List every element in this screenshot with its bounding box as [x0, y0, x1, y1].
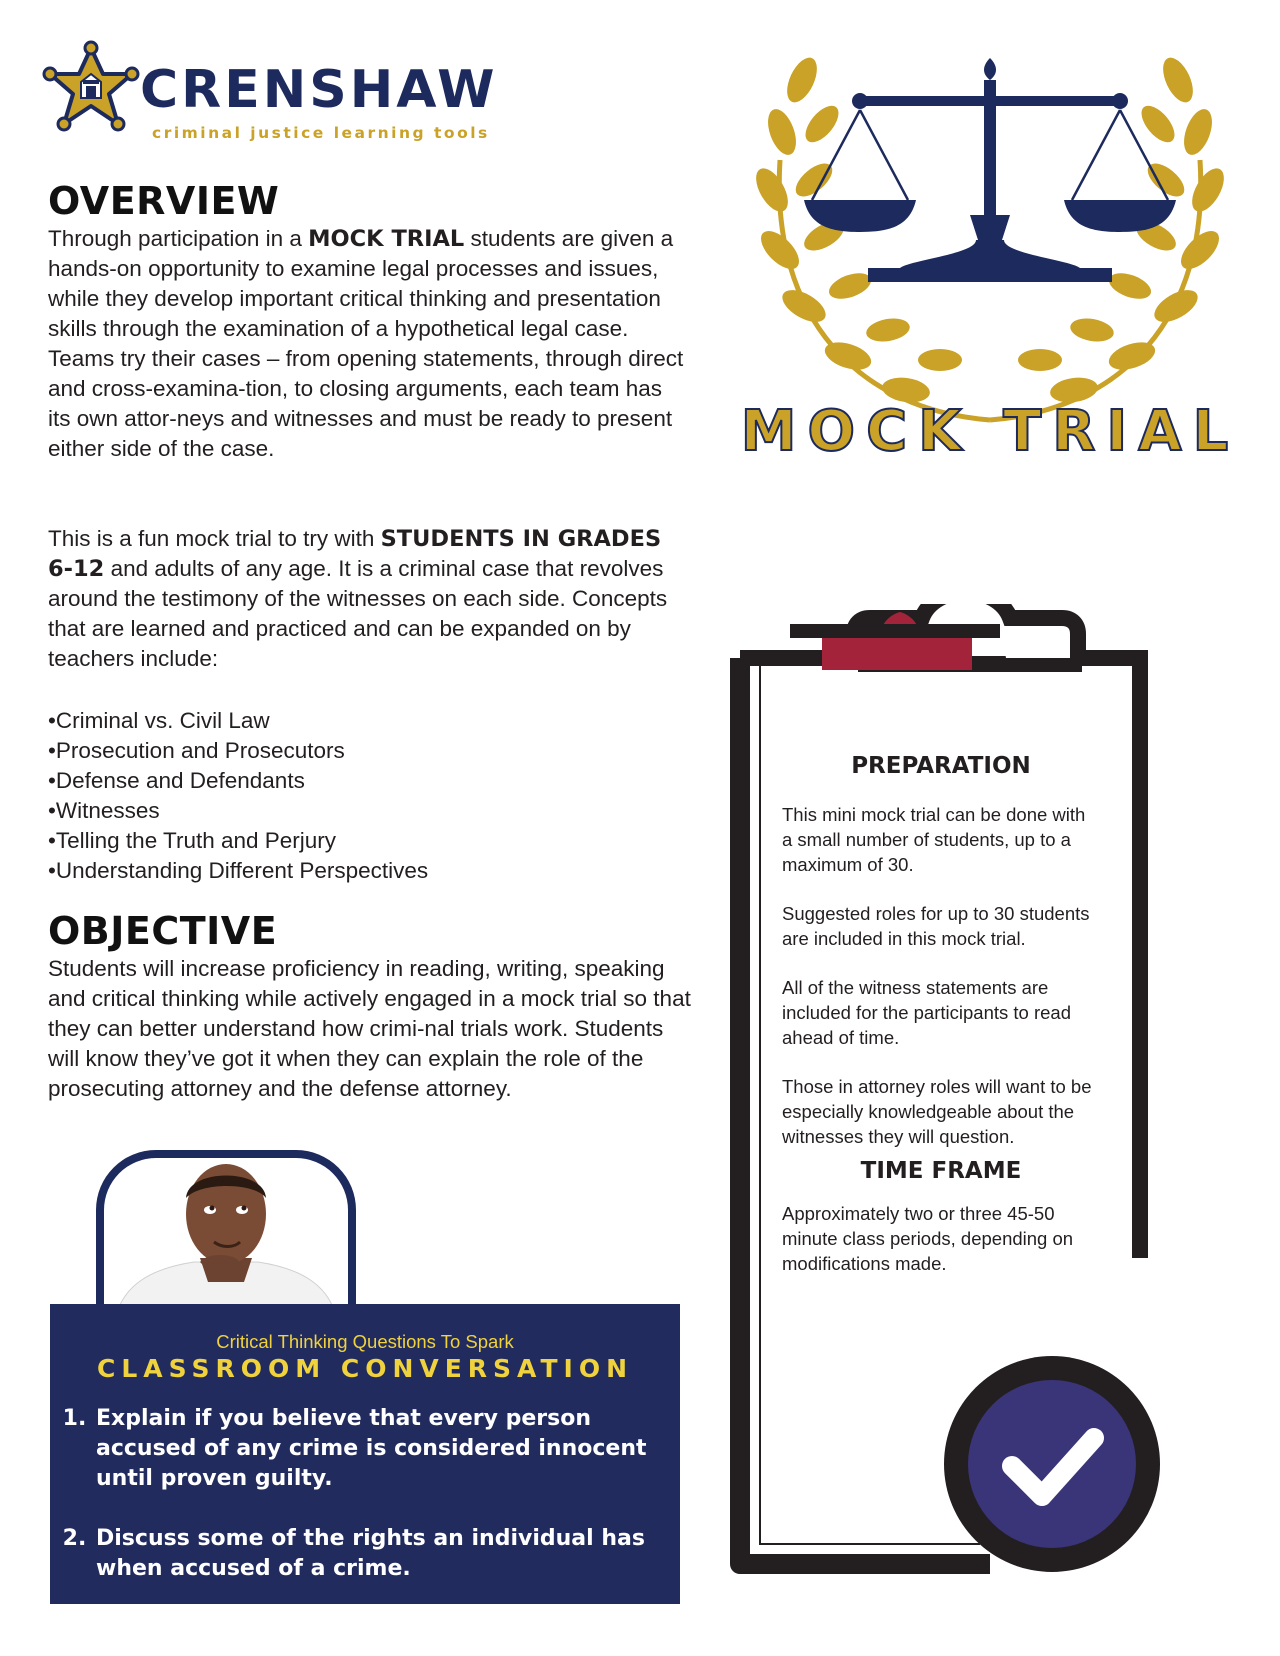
- checkmark-icon: [944, 1356, 1160, 1572]
- time-frame-text: Approximately two or three 45-50 minute class periods, depending on modifications made.: [782, 1203, 1074, 1274]
- clipboard-content: [782, 752, 1100, 1300]
- text-span: students are given a hands-on opportunity to examine legal processes and issues, while they develop important critical thinking and presentation skills through the examination of a hypothetical legal case. Teams try their cases – from opening statements, through direct and cross-examina-tion, to closing arguments, each team has its own attor-neys and witnesses and must be ready to present either side of the case.: [48, 226, 684, 461]
- crenshaw-logo: [36, 40, 496, 150]
- overview-heading: OVERVIEW: [48, 179, 280, 223]
- conversation-questions: [64, 1404, 694, 1614]
- scales-of-justice-icon: [804, 58, 1176, 282]
- overview-paragraph-2: [48, 524, 688, 674]
- conversation-subtitle: Critical Thinking Questions To Spark: [216, 1331, 514, 1352]
- conversation-title: CLASSROOM CONVERSATION: [97, 1354, 633, 1383]
- list-item: • Criminal vs. Civil Law: [48, 706, 688, 736]
- text-span: and adults of any age. It is a criminal case that revolves around the testimony of the witnesses on each side. Concepts that are learned and practiced and can be expanded on by teachers include:: [48, 556, 668, 671]
- emphasis-grades: STUDENTS IN GRADES 6-12: [48, 526, 662, 582]
- preparation-item: Those in attorney roles will want to be especially knowledgeable about the witnesses they will question.: [782, 1076, 1092, 1147]
- text-span: Through participation in a: [48, 226, 309, 251]
- time-frame-heading: TIME FRAME: [860, 1158, 1022, 1184]
- list-item: • Understanding Different Perspectives: [48, 856, 688, 886]
- text-span: This is a fun mock trial to try with: [48, 526, 381, 551]
- clipboard-clip-red: [822, 638, 972, 670]
- preparation-item: This mini mock trial can be done with a small number of students, up to a maximum of 30.: [782, 804, 1086, 875]
- list-item: • Defense and Defendants: [48, 766, 688, 796]
- objective-heading: OBJECTIVE: [48, 909, 278, 953]
- sheriff-star-icon: [36, 40, 146, 150]
- overview-paragraph-1: [48, 224, 688, 464]
- list-item: • Witnesses: [48, 796, 688, 826]
- list-item: • Telling the Truth and Perjury: [48, 826, 688, 856]
- preparation-item: All of the witness statements are included for the participants to read ahead of time.: [782, 977, 1071, 1048]
- objective-paragraph: Students will increase proficiency in reading, writing, speaking and critical thinking while actively engaged in a mock trial so that they can better understand how crimi-nal trials work. Students will know they’ve got it when they can explain the role of the prosecuting attorney and the defense attorney.: [48, 956, 691, 1101]
- concepts-list: [48, 706, 688, 886]
- list-item: 1. Explain if you believe that every person accused of any crime is considered innocent until proven guilty.: [94, 1404, 694, 1494]
- preparation-item: Suggested roles for up to 30 students are included in this mock trial.: [782, 903, 1090, 949]
- mock-trial-title: MOCK TRIAL: [740, 399, 1240, 464]
- logo-name: CRENSHAW: [140, 60, 498, 120]
- preparation-heading: PREPARATION: [851, 753, 1031, 779]
- list-item: 2. Discuss some of the rights an individual has when accused of a crime.: [94, 1524, 694, 1584]
- logo-tagline: criminal justice learning tools: [152, 124, 490, 142]
- student-photo-frame: [96, 1150, 356, 1328]
- thinking-student-photo: [104, 1158, 348, 1328]
- list-item: • Prosecution and Prosecutors: [48, 736, 688, 766]
- emphasis-mock-trial: MOCK TRIAL: [308, 226, 465, 252]
